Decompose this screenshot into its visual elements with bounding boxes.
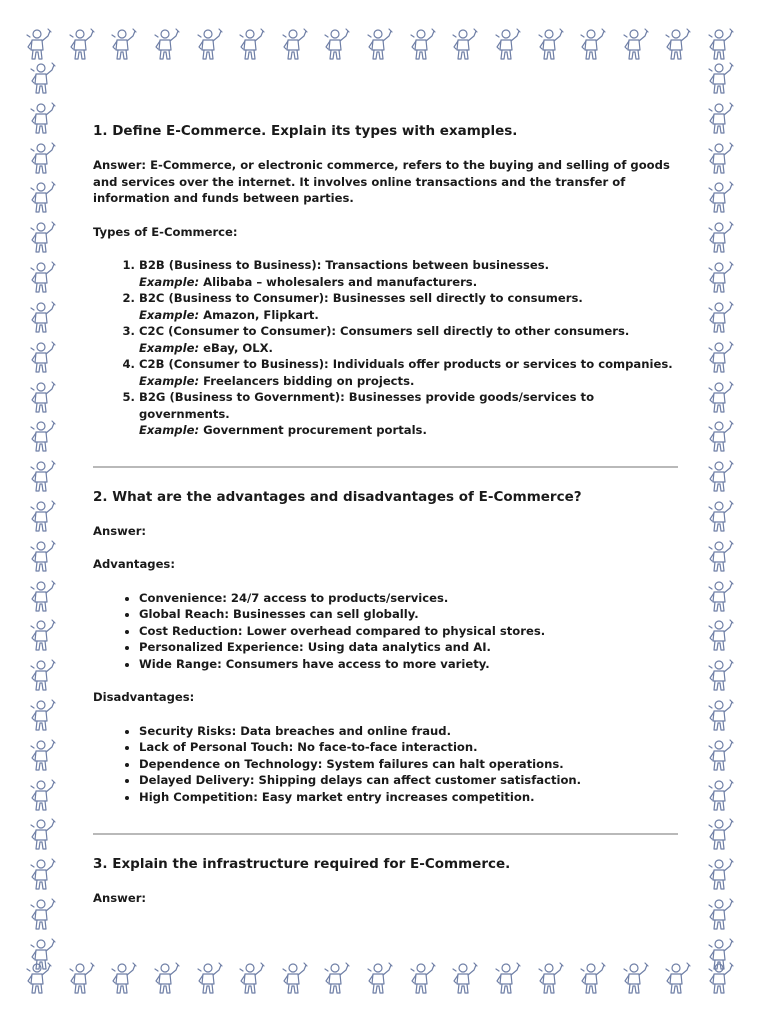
waving-person-icon	[322, 962, 352, 996]
list-item: 1. B2B (Business to Business): Transactions between businesses. Example: Alibaba – wholesalers and manufacturers.	[139, 257, 678, 290]
waving-person-icon	[706, 341, 736, 375]
list-item: 5. B2G (Business to Government): Businesses provide goods/services to governments. Example: Government procurement portals.	[139, 389, 678, 439]
waving-person-icon	[28, 580, 58, 614]
waving-person-icon	[365, 28, 395, 62]
question-2-title: 2. What are the advantages and disadvantages of E-Commerce?	[93, 488, 582, 505]
waving-person-icon	[28, 500, 58, 534]
border-right	[706, 62, 736, 972]
waving-person-icon	[706, 460, 736, 494]
waving-person-icon	[28, 261, 58, 295]
waving-person-icon	[28, 102, 58, 136]
list-item: • Convenience: 24/7 access to products/services.	[139, 590, 678, 607]
waving-person-icon	[493, 28, 523, 62]
waving-person-icon	[450, 28, 480, 62]
waving-person-icon	[109, 962, 139, 996]
waving-person-icon	[28, 540, 58, 574]
list-item: 2. B2C (Business to Consumer): Businesses sell directly to consumers. Example: Amazon, Flipkart.	[139, 290, 678, 323]
waving-person-icon	[28, 779, 58, 813]
waving-person-icon	[28, 739, 58, 773]
waving-person-icon	[706, 699, 736, 733]
waving-person-icon	[578, 962, 608, 996]
waving-person-icon	[706, 28, 736, 62]
disadvantages-heading: Disadvantages:	[93, 690, 195, 704]
waving-person-icon	[536, 962, 566, 996]
question-1-title: 1. Define E-Commerce. Explain its types with examples.	[93, 123, 518, 139]
waving-person-icon	[663, 962, 693, 996]
waving-person-icon	[365, 962, 395, 996]
list-item: • High Competition: Easy market entry increases competition.	[139, 789, 678, 806]
waving-person-icon	[28, 301, 58, 335]
list-item: • Delayed Delivery: Shipping delays can affect customer satisfaction.	[139, 772, 678, 789]
waving-person-icon	[28, 420, 58, 454]
list-item: • Cost Reduction: Lower overhead compared to physical stores.	[139, 623, 678, 640]
waving-person-icon	[408, 962, 438, 996]
waving-person-icon	[493, 962, 523, 996]
list-item: • Lack of Personal Touch: No face-to-face interaction.	[139, 739, 678, 756]
advantages-heading: Advantages:	[93, 557, 175, 571]
waving-person-icon	[578, 28, 608, 62]
list-item: • Dependence on Technology: System failures can halt operations.	[139, 756, 678, 773]
waving-person-icon	[536, 28, 566, 62]
waving-person-icon	[621, 28, 651, 62]
waving-person-icon	[408, 28, 438, 62]
waving-person-icon	[322, 28, 352, 62]
document-body	[93, 122, 678, 907]
waving-person-icon	[28, 221, 58, 255]
waving-person-icon	[28, 818, 58, 852]
waving-person-icon	[195, 28, 225, 62]
waving-person-icon	[67, 962, 97, 996]
types-heading: Types of E-Commerce:	[93, 224, 238, 239]
waving-person-icon	[109, 28, 139, 62]
waving-person-icon	[706, 221, 736, 255]
question-3-answer: Answer:	[93, 891, 147, 905]
waving-person-icon	[706, 62, 736, 96]
waving-person-icon	[621, 962, 651, 996]
list-item: • Personalized Experience: Using data analytics and AI.	[139, 639, 678, 656]
waving-person-icon	[28, 181, 58, 215]
waving-person-icon	[28, 938, 58, 972]
waving-person-icon	[706, 580, 736, 614]
waving-person-icon	[706, 500, 736, 534]
waving-person-icon	[28, 619, 58, 653]
waving-person-icon	[706, 898, 736, 932]
waving-person-icon	[663, 28, 693, 62]
waving-person-icon	[28, 898, 58, 932]
waving-person-icon	[28, 659, 58, 693]
list-item: 4. C2B (Consumer to Business): Individuals offer products or services to companies. Example: Freelancers bidding on projects.	[139, 356, 678, 389]
waving-person-icon	[706, 142, 736, 176]
types-list	[93, 257, 678, 439]
waving-person-icon	[280, 28, 310, 62]
advantages-list	[93, 590, 678, 673]
list-item: • Wide Range: Consumers have access to more variety.	[139, 656, 678, 673]
border-top	[24, 28, 736, 62]
question-1-answer: Answer: E-Commerce, or electronic commerce, refers to the buying and selling of goods and services over the internet. It involves online transactions and the transfer of information and funds between parties.	[93, 158, 670, 205]
waving-person-icon	[28, 62, 58, 96]
border-left	[28, 62, 58, 972]
waving-person-icon	[28, 858, 58, 892]
waving-person-icon	[450, 962, 480, 996]
waving-person-icon	[28, 381, 58, 415]
waving-person-icon	[706, 420, 736, 454]
list-item: 3. C2C (Consumer to Consumer): Consumers sell directly to other consumers. Example: eBay, OLX.	[139, 323, 678, 356]
waving-person-icon	[28, 460, 58, 494]
waving-person-icon	[706, 739, 736, 773]
waving-person-icon	[237, 28, 267, 62]
disadvantages-list	[93, 723, 678, 806]
waving-person-icon	[706, 619, 736, 653]
waving-person-icon	[67, 28, 97, 62]
waving-person-icon	[706, 779, 736, 813]
waving-person-icon	[28, 341, 58, 375]
waving-person-icon	[152, 962, 182, 996]
waving-person-icon	[706, 102, 736, 136]
waving-person-icon	[706, 858, 736, 892]
waving-person-icon	[28, 699, 58, 733]
list-item: • Security Risks: Data breaches and online fraud.	[139, 723, 678, 740]
waving-person-icon	[706, 261, 736, 295]
waving-person-icon	[706, 818, 736, 852]
question-2-answer: Answer:	[93, 523, 147, 538]
waving-person-icon	[237, 962, 267, 996]
waving-person-icon	[706, 301, 736, 335]
border-bottom	[24, 962, 736, 996]
waving-person-icon	[152, 28, 182, 62]
waving-person-icon	[706, 540, 736, 574]
waving-person-icon	[280, 962, 310, 996]
waving-person-icon	[706, 938, 736, 972]
question-3-title: 3. Explain the infrastructure required for E-Commerce.	[93, 856, 511, 872]
waving-person-icon	[706, 181, 736, 215]
list-item: • Global Reach: Businesses can sell globally.	[139, 606, 678, 623]
waving-person-icon	[706, 381, 736, 415]
waving-person-icon	[28, 142, 58, 176]
waving-person-icon	[706, 659, 736, 693]
waving-person-icon	[24, 28, 54, 62]
waving-person-icon	[195, 962, 225, 996]
